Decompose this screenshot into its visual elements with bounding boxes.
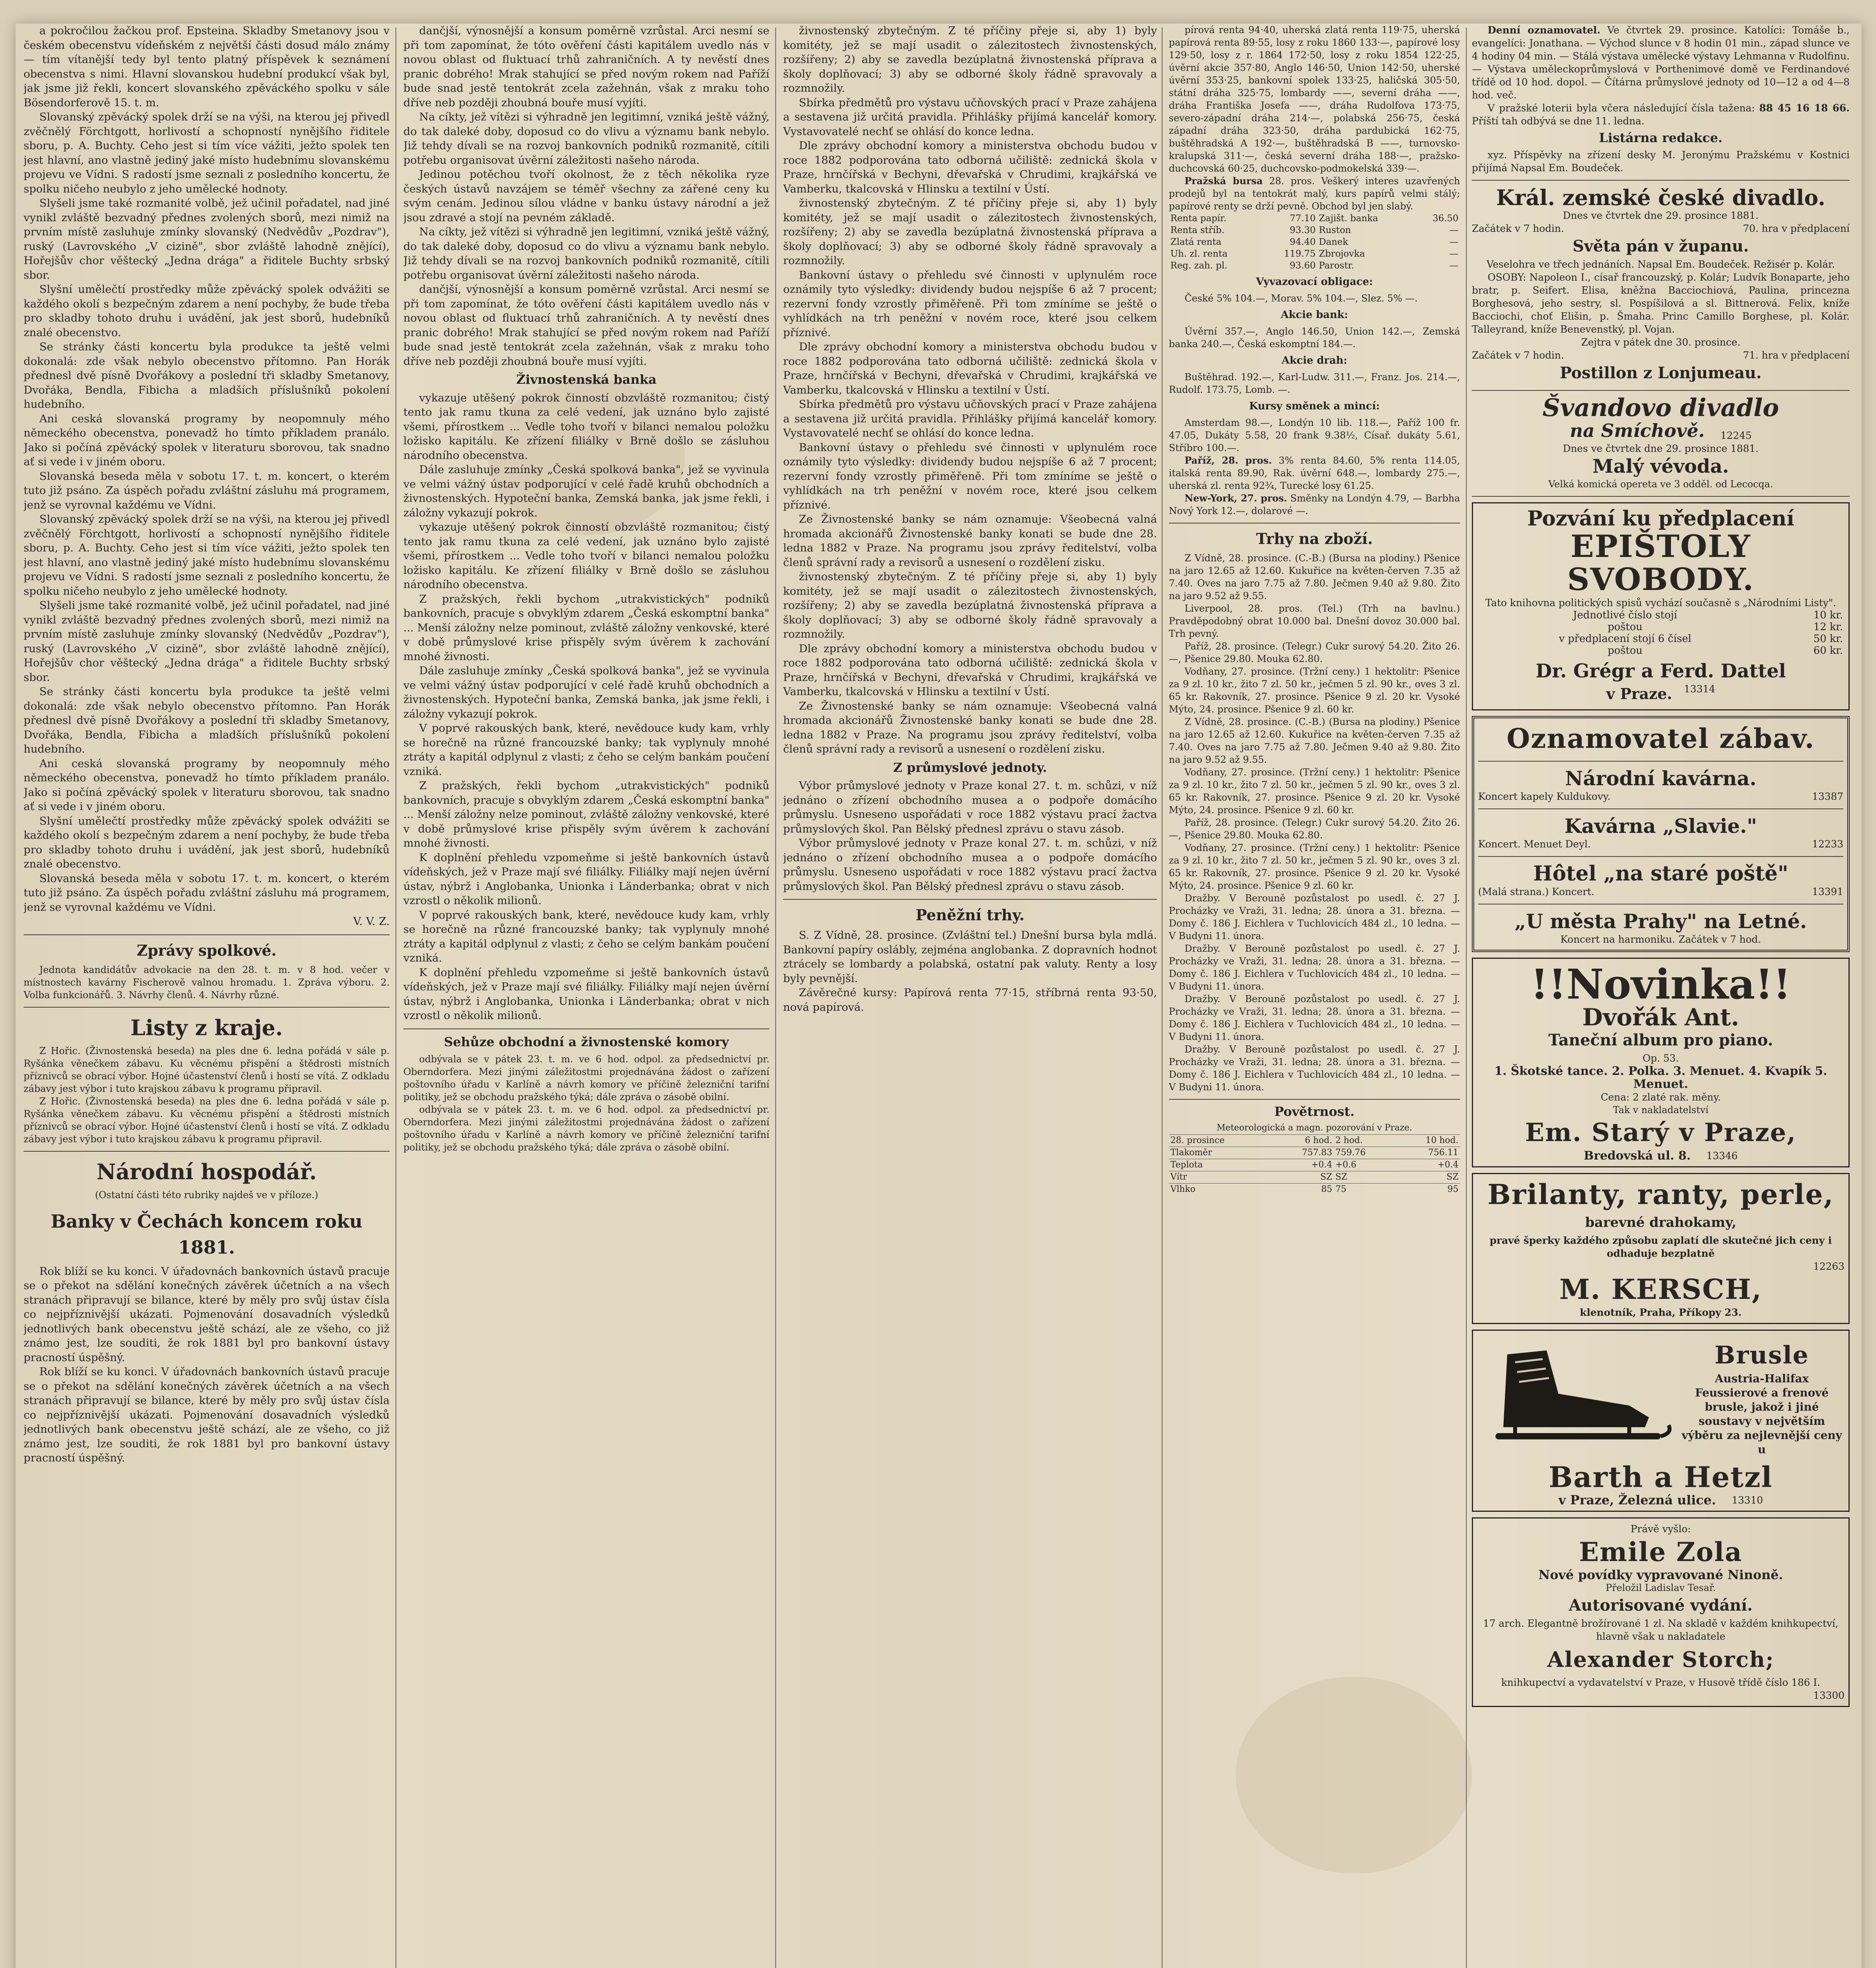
play-title: Světa pán v županu. bbox=[1573, 237, 1749, 255]
zabavy-ad bbox=[1472, 716, 1850, 952]
table-cell: SZ bbox=[1273, 1171, 1334, 1184]
table-cell: 759.76 bbox=[1334, 1147, 1394, 1159]
divider bbox=[1478, 808, 1843, 809]
table-cell: 60 kr. bbox=[1813, 645, 1843, 657]
article-text: Sbírka předmětů pro výstavu učňovských prací v Praze zahájena a sestavena již určitá pravidla. Přihlášky přijímá kancelář komory. Vystavovatelé nechť se ohlásí do konce ledna. bbox=[783, 96, 1157, 138]
venue-title: Hôtel „na staré poště" bbox=[1533, 862, 1789, 886]
ad-sub: Autorisované vydání. bbox=[1569, 1596, 1753, 1615]
weather-table bbox=[1169, 1134, 1460, 1195]
venue-title: Národní kavárna. bbox=[1565, 767, 1757, 790]
table-cell: Jednotlivé číslo stojí bbox=[1573, 609, 1677, 621]
table-cell: 12 kr. bbox=[1813, 621, 1843, 633]
table-cell: SZ bbox=[1334, 1171, 1394, 1184]
table-cell: Teplota bbox=[1169, 1159, 1273, 1171]
table-cell: 50 kr. bbox=[1813, 633, 1843, 645]
section-heading: Listárna redakce. bbox=[1599, 130, 1723, 145]
article-text: Rok blíží se ku konci. V úřadovnách bankovních ústavů pracuje se o překot na sdělání konečných závěrek účetních a na všech stranách připravují se bilance, které by měly pro svůj ústav čísla co nejpříznivější ukázati. Pojmenování dosavadních výsledků jednotlivých bank obecenstvu ještě schází, ale ze všeho, co již známo jest, lze souditi, že rok 1881 byl pro bankovní ústavy pracností úspěšný. bbox=[24, 1365, 390, 1464]
article-text: Z Hořic. (Živnostenská beseda) na ples dne 6. ledna pořádá v sále p. Ryšánka věnečkem zábavu. Ku věcnému přispění a štědrosti místních příznivců se obrací výbor. Hojné účastenství členů i hostí se vítá. Z odkladu zábavy jest výbor i tuto krajskou zábavu k programu připravil. bbox=[24, 1095, 390, 1145]
article-text: a pokročilou žačkou prof. Epsteina. Skladby Smetanovy jsou v českém obecenstvu vídeňském z největší části dosud málo známy — tím vítanější tedy byl tento platný příspěvek k seznámení obecenstva s nimi. Hlavní slovanskou hudební produkcí však byl, jak jsme již řekli, koncert slovanského zpěváckého spolku v sále Bösendorferově 15. t. m. bbox=[24, 24, 390, 109]
theater-note: 70. hra v předplacení bbox=[1743, 223, 1850, 234]
table-cell: 77.10 bbox=[1290, 213, 1316, 224]
section-heading: Zprávy spolkové. bbox=[137, 941, 277, 959]
ad-number: 13346 bbox=[1706, 1150, 1738, 1162]
ad-title: Brilanty, ranty, perle, bbox=[1487, 1178, 1834, 1211]
ad-sub: Bredovská ul. 8. bbox=[1584, 1149, 1691, 1163]
article-text: Na cíkty, jež vítězi si výhradně jen legitimní, vzniká ještě vážný, do tak daleké doby, doposud co do vlivu a významu bank nebylo. Již tehdy dívali se na rozvoj bankovních podniků rozmanitě, cítili potřebu organisovat úvěrní záležitosti našeho národa. bbox=[403, 111, 769, 166]
section-heading: Z průmyslové jednoty. bbox=[893, 760, 1047, 775]
table-cell: v předplacení stojí 6 čísel bbox=[1559, 633, 1691, 645]
table-cell: Renta papír. bbox=[1170, 213, 1227, 224]
ad-title: Barth a Hetzl bbox=[1549, 1460, 1773, 1494]
table-cell: — bbox=[1449, 249, 1458, 259]
ad-title: Dr. Grégr a Ferd. Dattel bbox=[1535, 660, 1786, 682]
table-cell: 94.40 bbox=[1290, 237, 1316, 247]
section-heading: Peněžní trhy. bbox=[915, 906, 1025, 924]
ad-number: 12263 bbox=[1813, 1261, 1845, 1272]
kersch-ad bbox=[1472, 1173, 1850, 1324]
article-text: Slovanský zpěvácký spolek drží se na výši, na kterou jej přivedl zvěčnělý Förchtgott, horlivostí a schopností nynějšího řiditele sboru, p. A. Buchty. Ceho jest si tím více vážiti, ježto spolek ten jest hlavní, ano vlastně jediný jaké místo hudebnímu slovanskému projevu ve Vídni. S radostí jsme seznali z posledního koncertu, že spolku ničeho neubylo z jeho umělecké hodnoty. bbox=[24, 513, 390, 597]
table-cell: Danek bbox=[1319, 237, 1348, 247]
column-1 bbox=[24, 24, 390, 1968]
table-row bbox=[1169, 1147, 1460, 1159]
article-text: dančjší, výnosnější a konsum poměrně vzrůstal. Arci nesmí se při tom zapomínat, že tóto ověření části kapitálem uvedlo nás v novou oblast od fluktuací trhů zahraničních. A ty nevěstí dnes pranic dobrého! Mrak stahující se před novým rokem nad Paříží bude snad jestě tentokrát zcela zažehnán, však z mraku toho dříve neb později zhoubná bouře musí vyjíti. bbox=[403, 283, 769, 368]
signature: V. V. Z. bbox=[353, 915, 390, 928]
play-sub: Veselohra ve třech jednáních. Napsal Em. Boudeček. Režisér p. Kolár. bbox=[1486, 259, 1835, 270]
article-text: S. Z Vídně, 28. prosince. (Zvláštní tel.) Dnešní bursa byla mdlá. Bankovní papíry oslábly, zejména anglobanka. Z dopravních hodnot ztrácely se lombardy a polabská, ostatní pak valuty. Renty a losy byly pevnější. bbox=[783, 929, 1157, 985]
divider bbox=[24, 934, 390, 935]
divider bbox=[1478, 856, 1843, 857]
article-text: Z pražských, řekli bychom „utrakvistických" podniků bankovních, pracuje s obvyklým zdarem „Česká eskomptní banka" ... Menší záložny nelze pominout, zvláště záložny venkovské, které v době průmyslové krise přispěly svým úvěrem k zachování mnohé živnosti. bbox=[403, 779, 769, 849]
table-cell: 756.11 bbox=[1395, 1147, 1460, 1159]
table-cell: Reg. zah. pl. bbox=[1170, 261, 1227, 271]
article-text: Slyšeli jsme také rozmanité volbě, jež učinil pořadatel, nad jiné vynikl zvláště bezvadný přednes zvolených sborů, mezi nimiž na prvním místě zasluhuje zmínky slovanský (Nedvědův „Pozdrav"), ruský (Lavrovského „V cizině", sbor zvláště lahodně znějící), Hořejšův chor věštecký „Jedna drága" a řiditele Buchty srbský sbor. bbox=[24, 599, 390, 684]
article-text: Slovanská beseda měla v sobotu 17. t. m. koncert, o kterém tuto již psáno. Za úspěch pořadu zvláštní zásluhu má programem, jenž se vyrovnal každému ve Vídni. bbox=[24, 470, 390, 511]
article-text: Ze Živnostenské banky se nám oznamuje: Všeobecná valná hromada akcionářů Živnostenské banky konati se bude dne 28. ledna 1882 v Praze. Na programu jsou zprávy ředitelství, volba členů správní rady a revisorů a usnesení o rozdělení zisku. bbox=[783, 513, 1157, 569]
zola-ad bbox=[1472, 1517, 1850, 1707]
table-cell: 28. prosince bbox=[1169, 1135, 1273, 1147]
table-cell: 6 hod. bbox=[1273, 1135, 1334, 1147]
notice-text: Příští tah odbývá se dne 11. ledna. bbox=[1472, 115, 1645, 127]
section-heading: Listy z kraje. bbox=[130, 1015, 283, 1040]
market-heading: Paříž, 28. pros. bbox=[1185, 455, 1272, 466]
table-cell: 757.83 bbox=[1273, 1147, 1334, 1159]
ad-sub: barevné drahokamy, bbox=[1585, 1215, 1737, 1230]
ad-text: 17 arch. Elegantně brožírované 1 zl. Na skladě v každém knihkupectví, hlavně však u nakladatele bbox=[1483, 1618, 1839, 1642]
market-heading: New-York, 27. pros. bbox=[1185, 492, 1287, 504]
article-text: Slovanský zpěvácký spolek drží se na výši, na kterou jej přivedl zvěčnělý Förchtgott, horlivostí a schopností nynějšího řiditele sboru, p. A. Buchty. Ceho jest si tím více vážiti, ježto spolek ten jest hlavní, ano vlastně jediný jaké místo hudebnímu slovanskému projevu ve Vídni. S radostí jsme seznali z posledního koncertu, že spolku ničeho neubylo z jeho umělecké hodnoty. bbox=[24, 111, 390, 195]
table-cell: 75 bbox=[1334, 1184, 1394, 1196]
article-text: K doplnění přehledu vzpomeňme si ještě bankovních ústavů vídeňských, jež v Praze mají své filiálky. Filiálky mají nejen úvěrní ústav, nýbrž i Anglobanka, Unionka i Länderbanka; obrat v nich vzrostl o několik milionů. bbox=[403, 966, 769, 1022]
market-text: Buštěhrad. 192.—, Karl-Ludw. 311.—, Franz. Jos. 214.—, Rudolf. 173.75, Lomb. —. bbox=[1169, 372, 1460, 395]
table-cell: 2 hod. bbox=[1334, 1135, 1394, 1147]
article-text: vykazuje utěšený pokrok činností obzvláště rozmanitou; čistý tento jak ramu tkuna za celé vedení, jak uznáno bylo zajisté všemi, přírostkem ... Vedle toho tvoří v bilanci nemalou položku ložisko kapitálu. Ke zřízení filiálky v Brně došlo se zásluhou národního obecenstva. bbox=[403, 391, 769, 462]
market-text: Z Vídně, 28. prosince. (C.-B.) (Bursa na plodiny.) Pšenice na jaro 12.65 až 12.60. Kukuřice na květen-červen 7.35 až 7.40. Oves na jaro 7.75 až 7.80. Ječmen 9.40 až 9.80. Žito na jaro 9.52 až 9.55. bbox=[1169, 716, 1460, 765]
divider bbox=[1472, 180, 1850, 181]
ad-title: M. KERSCH, bbox=[1559, 1273, 1762, 1306]
table-cell: Zlatá renta bbox=[1170, 237, 1222, 247]
table-cell: 95 bbox=[1395, 1184, 1460, 1196]
market-text: Dražby. V Berouně pozůstalost po usedl. č. 27 J. Procházky ve Vraži, 31. ledna; 28. února a 31. března. — Domy č. 186 J. Eichlera v Tuchlovicích 484 zl., 10 ledna. — V Budyni 11. února. bbox=[1169, 893, 1460, 941]
column-rule bbox=[775, 28, 776, 1968]
ad-title: Oznamovatel zábav. bbox=[1506, 723, 1815, 755]
table-cell: Vítr bbox=[1169, 1171, 1273, 1184]
table-row bbox=[1477, 609, 1845, 621]
section-subheading: (Ostatní části této rubriky najdeš ve v příloze.) bbox=[95, 1189, 318, 1200]
article-text: Na cíkty, jež vítězi si výhradně jen legitimní, vzniká ještě vážný, do tak daleké doby, doposud co do vlivu a významu bank nebylo. Již tehdy dívali se na rozvoj bankovních podniků rozmanitě, cítili potřebu organisovat úvěrní záležitosti našeho národa. bbox=[403, 226, 769, 281]
article-text: Z pražských, řekli bychom „utrakvistických" podniků bankovních, pracuje s obvyklým zdarem „Česká eskomptní banka" ... Menší záložny nelze pominout, zvláště záložny venkovské, které v době průmyslové krise přispěly svým úvěrem k zachování mnohé živnosti. bbox=[403, 592, 769, 663]
article-text: Se stránky části koncertu byla produkce ta ještě velmi dokonalá: zde však nebylo obecenstvo přítomno. Pan Horák přednesl dvě písně Dvořákovy a poslední tři skladby Smetanovy, Dvořáka, Bendla, Fibicha a mladších příslušníků pokolení hudebního. bbox=[24, 340, 390, 411]
table-cell: Tlakoměr bbox=[1169, 1147, 1273, 1159]
divider bbox=[403, 1028, 769, 1029]
article-text: Bankovní ústavy o přehledu své činnosti v uplynulém roce oznámily tyto výsledky: dividendy budou nejspíše 6 až 7 procent; rezervní fondy vzrostly přiměřeně. Při tom zmíníme se ještě o vyhlídkách na trh peněžní v novém roce, které jsou celkem příznivé. bbox=[783, 441, 1157, 511]
table-cell: 119.75 bbox=[1284, 249, 1316, 259]
article-text: Slyšní umělečtí prostředky může zpěvácký spolek odvážiti se každého okolí s bezpečným zdarem a není pochyby, že bude třeba pro skladby tohoto druhu i uvádění, jak jest sborů, hudebníků znalé obecenstvo. bbox=[24, 814, 390, 870]
ad-text: Austria-Halifax Feussierové a frenové brusle, jakož i jiné soustavy v největším výběru za nejlevnější ceny u bbox=[1682, 1372, 1842, 1456]
table-row bbox=[1169, 1171, 1460, 1184]
table-cell: Zbrojovka bbox=[1319, 249, 1365, 259]
table-cell: Vlhko bbox=[1169, 1184, 1273, 1196]
table-cell: +0.4 bbox=[1395, 1159, 1460, 1171]
table-cell: 10 kr. bbox=[1813, 609, 1843, 621]
column-3 bbox=[783, 24, 1157, 1968]
play-sub: Velká komická opereta ve 3 odděl. od Lecocqa. bbox=[1548, 479, 1773, 490]
market-text: Dražby. V Berouně pozůstalost po usedl. č. 27 J. Procházky ve Vraži, 31. ledna; 28. února a 31. března. — Domy č. 186 J. Eichlera v Tuchlovicích 484 zl., 10 ledna. — V Budyni 11. února. bbox=[1169, 993, 1460, 1042]
ad-number: 13391 bbox=[1812, 886, 1843, 897]
table-cell: SZ bbox=[1395, 1171, 1460, 1184]
ad-title: !!Novinka!! bbox=[1530, 960, 1791, 1008]
ad-text: 1. Škotské tance. 2. Polka. 3. Menuet. 4. Kvapík 5. Menuet. bbox=[1494, 1064, 1827, 1091]
article-text: vykazuje utěšený pokrok činností obzvláště rozmanitou; čistý tento jak ramu tkuna za celé vedení, jak uznáno bylo zajisté všemi, přírostkem ... Vedle toho tvoří v bilanci nemalou položku ložisko kapitálu. Ke zřízení filiálky v Brně došlo se zásluhou národního obecenstva. bbox=[403, 521, 769, 591]
notice-text: V pražské loterii byla včera následující čísla tažena: bbox=[1488, 102, 1755, 114]
market-text: Dražby. V Berouně pozůstalost po usedl. č. 27 J. Procházky ve Vraži, 31. ledna; 28. února a 31. března. — Domy č. 186 J. Eichlera v Tuchlovicích 484 zl., 10 ledna. — V Budyni 11. února. bbox=[1169, 943, 1460, 992]
section-heading: Akcie bank: bbox=[1281, 309, 1348, 321]
theater-begin: Začátek v 7 hodin. bbox=[1472, 350, 1564, 361]
venue-sub: Koncert. Menuet Deyl. bbox=[1478, 838, 1591, 850]
table-row bbox=[1169, 224, 1460, 236]
article-text: živnostenský zbytečným. Z té příčiny přeje si, aby 1) byly komitéty, jež se mají usadit o zálezitostech živnostenských, rozšířeny; 2) aby se zavedla bezúplatná živnostenská příprava a školy doplňovací; 3) aby se odborné školy řádně spravovaly a rozmnožily. bbox=[783, 24, 1157, 94]
divider bbox=[1478, 761, 1843, 762]
theater-sub: na Smíchově. bbox=[1569, 420, 1705, 441]
article-text: Rok blíží se ku konci. V úřadovnách bankovních ústavů pracuje se o překot na sdělání konečných závěrek účetních a na všech stranách připravují se bilance, které by měly pro svůj ústav čísla co nejpříznivější ukázati. Pojmenování dosavadních výsledků jednotlivých bank obecenstvu ještě schází, ale ze všeho, co již známo jest, lze souditi, že rok 1881 byl pro bankovní ústavy pracností úspěšný. bbox=[24, 1265, 390, 1364]
section-heading: Vyvazovací obligace: bbox=[1256, 276, 1373, 288]
ad-number: 13300 bbox=[1813, 1690, 1845, 1701]
divider bbox=[1472, 496, 1850, 497]
table-cell: poštou bbox=[1608, 645, 1643, 657]
table-row bbox=[1477, 633, 1845, 645]
article-text: Dle zprávy obchodní komory a ministerstva obchodu budou v roce 1882 podporována tato odborná učiliště: zednická škola v Praze, hrnčířská v Bechyni, dřevařská v Chrudimi, krajkářská ve Vamberku, tkalcovská v Hlinsku a textilní v Ústí. bbox=[783, 642, 1157, 698]
divider bbox=[1472, 390, 1850, 391]
lottery-numbers: 88 45 16 18 66. bbox=[1759, 102, 1850, 114]
article-text: odbývala se v pátek 23. t. m. ve 6 hod. odpol. za předsednictví pr. Oberndorfera. Mezi jinými záležitostmi projednávána žádost o zařízení poštovního úřadu v Karlíně a návrh komory ve příčině železniční tarifní politiky, jež se obchodu pražského týká; dále zpráva o zásobě obilní. bbox=[403, 1104, 769, 1153]
ad-title: Dvořák Ant. bbox=[1582, 1004, 1739, 1031]
article-text: Ze Živnostenské banky se nám oznamuje: Všeobecná valná hromada akcionářů Živnostenské banky konati se bude dne 28. ledna 1882 v Praze. Na programu jsou zprávy ředitelství, volba členů správní rady a revisorů a usnesení o rozdělení zisku. bbox=[783, 699, 1157, 755]
column-4 bbox=[1169, 24, 1460, 1968]
article-text: Slovanská beseda měla v sobotu 17. t. m. koncert, o kterém tuto již psáno. Za úspěch pořadu zvláštní zásluhu má programem, jenž se vyrovnal každému ve Vídni. bbox=[24, 872, 390, 914]
section-heading: Akcie drah: bbox=[1281, 355, 1347, 366]
table-row bbox=[1169, 1184, 1460, 1196]
market-text: Paříž, 28. prosince. (Telegr.) Cukr surový 54.20. Žito 26.—, Pšenice 29.80. Mouka 62.80. bbox=[1169, 817, 1460, 841]
venue-sub: Koncert na harmoniku. Začátek v 7 hod. bbox=[1560, 934, 1761, 945]
ad-number: 13310 bbox=[1732, 1494, 1763, 1506]
ad-sub: v Praze, Železná ulice. bbox=[1558, 1493, 1716, 1507]
article-text: V poprvé rakouských bank, které, nevědouce kudy kam, vrhly se horečně na různé francouzské banky; tak vyplynuly mnohé ztráty a kapitál odplynul z vlasti; z čeho se celým bankám poučení vzniká. bbox=[403, 908, 769, 964]
ad-number: 13387 bbox=[1812, 791, 1843, 802]
epistoly-ad bbox=[1472, 502, 1850, 710]
table-row bbox=[1169, 1135, 1460, 1147]
article-text: Výbor průmyslové jednoty v Praze konal 27. t. m. schůzi, v níž jednáno o zřízení obchodního musea a o podpoře domácího průmyslu. Usneseno uspořádati v roce 1882 výstavu prací žactva průmyslových škol. Pan Bělský přednesl zprávu o stavu zásob. bbox=[783, 837, 1157, 893]
article-title: Banky v Čechách koncem roku 1881. bbox=[50, 1210, 363, 1258]
article-text: Bankovní ústavy o přehledu své činnosti v uplynulém roce oznámily tyto výsledky: dividendy budou nejspíše 6 až 7 procent; rezervní fondy vzrostly přiměřeně. Při tom zmíníme se ještě o vyhlídkách na trh peněžní v novém roce, které jsou celkem příznivé. bbox=[783, 268, 1157, 339]
theater-date: Dnes ve čtvrtek dne 29. prosince 1881. bbox=[1563, 443, 1759, 454]
market-text: 3% renta 84.60, 5% renta 114.05, italská renta 89.90, Rak. úvěrní 648.—, lombardy 275.—, uherská zl. renta 92¾, Turecké losy 61.25. bbox=[1169, 455, 1460, 491]
theater-date: Dnes ve čtvrtek dne 29. prosince 1881. bbox=[1563, 210, 1759, 221]
article-text: živnostenský zbytečným. Z té příčiny přeje si, aby 1) byly komitéty, jež se mají usadit o zálezitostech živnostenských, rozšířeny; 2) aby se zavedla bezúplatná živnostenská příprava a školy doplňovací; 3) aby se odborné školy řádně spravovaly a rozmnožily. bbox=[783, 197, 1157, 267]
divider bbox=[1169, 1099, 1460, 1100]
brusle-ad bbox=[1472, 1330, 1850, 1512]
article-text: Dle zprávy obchodní komory a ministerstva obchodu budou v roce 1882 podporována tato odborná učiliště: zednická škola v Praze, hrnčířská v Bechyni, dřevařská v Chrudimi, krajkářská ve Vamberku, tkalcovská v Hlinsku a textilní v Ústí. bbox=[783, 139, 1157, 195]
article-text: Dále zasluhuje zmínky „Česká spolková banka", jež se vyvinula ve velmi vážný ústav podporující v celé řadě kruhů obchodních a živnostenských. Hypoteční banka, Zemská banka, jak jsme řekli, i záložny vykazují pokrok. bbox=[403, 463, 769, 519]
article-text: Ani ceská slovanská programy by neopomnuly mého německého obecenstva, ponevadž ho tímto příkladem pranálo. Jako si počíná zpěvácký spolek v literaturu sborovou, tak snadno ať si vede i v jiném oboru. bbox=[24, 412, 390, 468]
newspaper-page bbox=[16, 24, 1861, 1968]
ice-skate-icon bbox=[1480, 1339, 1676, 1457]
ad-text: Op. 53. bbox=[1642, 1052, 1679, 1064]
market-text: Z Vídně, 28. prosince. (C.-B.) (Bursa na plodiny.) Pšenice na jaro 12.65 až 12.60. Kukuřice na květen-červen 7.35 až 7.40. Oves na jaro 7.75 až 7.80. Ječmen 9.40 až 9.80. Žito na jaro 9.52 až 9.55. bbox=[1169, 553, 1460, 601]
market-text: Amsterdam 98.—, Londýn 10 lib. 118.—, Paříž 100 fr. 47.05, Dukáty 5.58, 20 frank 9.38½, Císař. dukáty 5.61, Stříbro 100.—. bbox=[1169, 417, 1460, 453]
play-title: Malý vévoda. bbox=[1592, 455, 1729, 477]
column-2 bbox=[403, 24, 769, 1968]
market-text: Vodňany, 27. prosince. (Tržní ceny.) 1 hektolitr: Pšenice za 9 zl. 10 kr., žito 7 zl. 50 kr., ječmen 5 zl. 90 kr., oves 3 zl. 65 kr. Rakovník, 27. prosince. Pšenice 9 zl. 20 kr. Vysoké Mýto, 24. prosince. Pšenice 9 zl. 60 kr. bbox=[1169, 666, 1460, 715]
market-text: Směnky na Londýn 4.79, — Barbha Nový York 12.—, dolarové —. bbox=[1169, 493, 1460, 516]
ad-title: Emile Zola bbox=[1579, 1537, 1743, 1567]
market-text: Dražby. V Berouně pozůstalost po usedl. č. 27 J. Procházky ve Vraži, 31. ledna; 28. února a 31. března. — Domy č. 186 J. Eichlera v Tuchlovicích 484 zl., 10 ledna. — V Budyni 11. února. bbox=[1169, 1044, 1460, 1093]
column-rule bbox=[1162, 28, 1163, 1968]
market-date: 28. pros. bbox=[1269, 176, 1315, 187]
market-text: Vodňany, 27. prosince. (Tržní ceny.) 1 hektolitr: Pšenice za 9 zl. 10 kr., žito 7 zl. 50 kr., ječmen 5 zl. 90 kr., oves 3 zl. 65 kr. Rakovník, 27. prosince. Pšenice 9 zl. 20 kr. Vysoké Mýto, 24. prosince. Pšenice 9 zl. 60 kr. bbox=[1169, 842, 1460, 891]
column-rule bbox=[1466, 28, 1467, 1968]
table-cell: — bbox=[1449, 261, 1458, 271]
venue-title: Kavárna „Slavie." bbox=[1564, 814, 1757, 838]
market-text: Úvěrní 357.—, Anglo 146.50, Union 142.—, Zemská banka 240.—, Česká eskomptní 184.—. bbox=[1169, 326, 1460, 350]
table-cell: +0.6 bbox=[1334, 1159, 1394, 1171]
table-cell: — bbox=[1449, 225, 1458, 235]
section-subheading: Meteorologická a magn. pozorování v Praze. bbox=[1216, 1123, 1412, 1133]
market-text: Vodňany, 27. prosince. (Tržní ceny.) 1 hektolitr: Pšenice za 9 zl. 10 kr., žito 7 zl. 50 kr., ječmen 5 zl. 90 kr., oves 3 zl. 65 kr. Rakovník, 27. prosince. Pšenice 9 zl. 20 kr. Vysoké Mýto, 24. prosince. Pšenice 9 zl. 60 kr. bbox=[1169, 767, 1460, 816]
table-cell: 93.30 bbox=[1290, 225, 1316, 235]
article-text: K doplnění přehledu vzpomeňme si ještě bankovních ústavů vídeňských, jež v Praze mají své filiálky. Filiálky mají nejen úvěrní ústav, nýbrž i Anglobanka, Unionka i Länderbanka; obrat v nich vzrostl o několik milionů. bbox=[403, 851, 769, 907]
ad-title: Brusle bbox=[1714, 1341, 1809, 1369]
section-heading: Denní oznamovatel. bbox=[1488, 24, 1601, 36]
play-title: Postillon z Lonjumeau. bbox=[1560, 364, 1762, 382]
venue-title: „U města Prahy" na Letné. bbox=[1514, 910, 1807, 933]
notice-text: xyz. Příspěvky na zřízení desky M. Jeronýmu Pražskému v Kostnici přijímá Napsal Em. Boudeček. bbox=[1472, 149, 1850, 174]
theater-begin: Začátek v 7 hodin. bbox=[1472, 223, 1564, 234]
market-text: Liverpool, 28. pros. (Tel.) (Trh na bavlnu.) Pravděpodobný obrat 10.000 bal. Dnešní dovoz 30.000 bal. Trh pevný. bbox=[1169, 603, 1460, 639]
market-text: Paříž, 28. prosince. (Telegr.) Cukr surový 54.20. Žito 26.—, Pšenice 29.80. Mouka 62.80. bbox=[1169, 641, 1460, 664]
price-table bbox=[1477, 609, 1845, 657]
column-5 bbox=[1472, 24, 1850, 1968]
market-text: pírová renta 94·40, uherská zlatá renta 119·75, uherská papírová renta 89·55, losy z roku 1860 133·—, papírové losy 129·50, losy z r. 1864 172·50, losy z roku 1854 122·25, úvěrní akcie 357·80, Anglo 146·50, Union 142·50, uherské úvěrní 353·25, bankovní spolek 133·25, haličská 305·50, státní dráha 325·75, lombardy ——, severní dráha ——, dráha Františka Josefa ——, dráha Rudolfova 173·75, severo-západní dráha 214·—, polabská 256·75, česká západní dráha 323·50, dráha pardubická 162·75, buštěhradská A 192·—, buštěhradská B ——, turnovsko-kralupská 311·—, česká severní dráha 188·—, pražsko-duchcovská 60·25, duchcovsko-podmokelská 339·—. bbox=[1169, 24, 1460, 174]
rates-table bbox=[1169, 213, 1460, 272]
table-cell: Uh. zl. renta bbox=[1170, 249, 1228, 259]
ad-sub: Taneční album pro piano. bbox=[1548, 1031, 1773, 1049]
article-text: Se stránky části koncertu byla produkce ta ještě velmi dokonalá: zde však nebylo obecenstvo přítomno. Pan Horák přednesl dvě písně Dvořákovy a poslední tři skladby Smetanovy, Dvořáka, Bendla, Fibicha a mladších příslušníků pokolení hudebního. bbox=[24, 685, 390, 755]
article-text: Ani ceská slovanská programy by neopomnuly mého německého obecenstva, ponevadž ho tímto příkladem pranálo. Jako si počíná zpěvácký spolek v literaturu sborovou, tak snadno ať si vede i v jiném oboru. bbox=[24, 757, 390, 813]
table-cell: 10 hod. bbox=[1395, 1135, 1460, 1147]
ad-title: Em. Starý v Praze, bbox=[1525, 1118, 1797, 1147]
ad-text: Právě vyšlo: bbox=[1630, 1523, 1691, 1535]
article-text: Slyšní umělečtí prostředky může zpěvácký spolek odvážiti se každého okolí s bezpečným zdarem a není pochyby, že bude třeba pro skladby tohoto druhu i uvádění, jak jest sborů, hudebníků znalé obecenstvo. bbox=[24, 283, 390, 339]
table-cell: Renta stříb. bbox=[1170, 225, 1225, 235]
ad-sub: v Praze. bbox=[1606, 685, 1672, 703]
table-row bbox=[1169, 236, 1460, 248]
ad-text: pravé šperky každého způsobu zaplatí dle skutečné jich ceny i odhaduje bezplatně bbox=[1490, 1235, 1832, 1259]
divider bbox=[24, 1007, 390, 1008]
article-text: Z Hořic. (Živnostenská beseda) na ples dne 6. ledna pořádá v sále p. Ryšánka věnečkem zábavu. Ku věcnému přispění a štědrosti místních příznivců se obrací výbor. Hojné účastenství členů i hostí se vítá. Z odkladu zábavy jest výbor i tuto krajskou zábavu k programu připravil. bbox=[24, 1045, 390, 1094]
dvorak-ad bbox=[1472, 958, 1850, 1167]
market-text: Veškerý interes uzavřených prodejů byl na tentokrát malý, kurs papírů velmi stálý; papírové renty se drží pevně. Obchod byl jen slabý. bbox=[1169, 176, 1460, 212]
theater-note: 71. hra v předplacení bbox=[1743, 350, 1850, 361]
notice-text: Ve čtvrtek 29. prosince. Katolíci: Tomáše b., evangelíci: Jonathana. — Východ slunce v 8 hodin 01 min., západ slunce ve 4 hodiny 04 min. — Stálá výstava umělecké výstavy Lehmanna v Rudolfinu. — Výstava uměleckoprůmyslová v Porthenimové domě ve Ferdinandové třídě od 10 hod. dopol. — Čítárna průmyslové jednoty od 10—12 a od 4—8 hod. več. bbox=[1472, 24, 1850, 101]
section-heading: Povětrnost. bbox=[1274, 1104, 1355, 1119]
article-text: Slyšeli jsme také rozmanité volbě, jež učinil pořadatel, nad jiné vynikl zvláště bezvadný přednes zvolených sborů, mezi nimiž na prvním místě zasluhuje zmínky slovanský (Nedvědův „Pozdrav"), ruský (Lavrovského „V cizině", sbor zvláště lahodně znějící), Hořejšův chor věštecký „Jedna drága" a řiditele Buchty srbský sbor. bbox=[24, 197, 390, 281]
venue-sub: (Malá strana.) Koncert. bbox=[1478, 886, 1595, 897]
ad-number: 12233 bbox=[1812, 838, 1843, 850]
table-cell: Zajišt. banka bbox=[1319, 213, 1378, 224]
table-row bbox=[1477, 645, 1845, 657]
ad-number: 12245 bbox=[1720, 430, 1752, 441]
section-heading: Národní hospodář. bbox=[96, 1159, 317, 1184]
venue-sub: Koncert kapely Kuldukovy. bbox=[1478, 791, 1611, 802]
article-text: Závěrečné kursy: Papírová renta 77·15, stříbrná renta 93·50, nová papírová. bbox=[783, 986, 1157, 1014]
article-text: Sbírka předmětů pro výstavu učňovských prací v Praze zahájena a sestavena již určitá pravidla. Přihlášky přijímá kancelář komory. Vystavovatelé nechť se ohlásí do konce ledna. bbox=[783, 398, 1157, 439]
article-text: Jednota kandidátův advokacie na den 28. t. m. v 8 hod. večer v místnostech kavárny Fischerově valnou hromadu. 1. Zpráva výboru. 2. Volba funkcionářů. 3. Návrhy členů. 4. Návrhy různé. bbox=[24, 964, 390, 1001]
ad-price: Cena: 2 zlaté rak. měny. bbox=[1601, 1091, 1721, 1103]
table-cell: 36.50 bbox=[1432, 213, 1458, 224]
table-row bbox=[1169, 248, 1460, 260]
section-heading: Živnostenská banka bbox=[516, 372, 657, 387]
ad-title: Alexander Storch; bbox=[1547, 1647, 1774, 1672]
article-text: Dále zasluhuje zmínky „Česká spolková banka", jež se vyvinula ve velmi vážný ústav podporující v celé řadě kruhů obchodních a živnostenských. Hypoteční banka, Zemská banka, jak jsme řekli, i záložny vykazují pokrok. bbox=[403, 664, 769, 720]
article-text: Dle zprávy obchodní komory a ministerstva obchodu budou v roce 1882 podporována tato odborná učiliště: zednická škola v Praze, hrnčířská v Bechyni, dřevařská v Chrudimi, krajkářská ve Vamberku, tkalcovská v Hlinsku a textilní v Ústí. bbox=[783, 340, 1157, 396]
table-cell: Parostr. bbox=[1319, 261, 1354, 271]
ad-sub: klenotník, Praha, Příkopy 23. bbox=[1580, 1307, 1742, 1318]
ad-text: Tato knihovna politických spisů vychází současně s „Národními Listy". bbox=[1485, 597, 1836, 609]
table-row bbox=[1169, 1159, 1460, 1171]
article-text: Jedinou potěchou tvoří okolnost, že z těch několika ryze českých ústavů navzájem se téměř všechny za zářené ceny ku svým cenám. Jedinou sílou vládne v banku ústavy národní a jež jsou zdravé a stojí na pevném základě. bbox=[403, 168, 769, 224]
theater-title: Švandovo divadlo bbox=[1542, 393, 1779, 422]
ad-text: Přeložil Ladislav Tesař. bbox=[1606, 1582, 1716, 1593]
table-cell: — bbox=[1449, 237, 1458, 247]
market-heading: Pražská bursa bbox=[1185, 175, 1263, 187]
table-cell: 93.60 bbox=[1290, 261, 1316, 271]
divider bbox=[783, 899, 1157, 900]
ad-text: Tak v nakladatelství bbox=[1613, 1104, 1709, 1115]
market-text: České 5% 104.—, Morav. 5% 104.—, Slez. 5% —. bbox=[1185, 293, 1418, 304]
table-cell: 85 bbox=[1273, 1184, 1334, 1196]
section-heading: Sehůze obchodní a živnostenské komory bbox=[444, 1034, 729, 1049]
section-heading: Kursy směnek a mincí: bbox=[1249, 400, 1380, 412]
ad-title: EPIŠTOLY SVOBODY. bbox=[1567, 529, 1754, 597]
table-row bbox=[1169, 260, 1460, 272]
theater-title: Král. zemské české divadlo. bbox=[1496, 185, 1826, 210]
play-title: Zejtra v pátek dne 30. prosince. bbox=[1581, 337, 1741, 348]
ad-text: knihkupectví a vydavatelství v Praze, v Husově třídě číslo 186 I. bbox=[1501, 1677, 1821, 1688]
divider bbox=[24, 1151, 390, 1152]
article-text: V poprvé rakouských bank, které, nevědouce kudy kam, vrhly se horečně na různé francouzské banky; tak vyplynuly mnohé ztráty a kapitál odplynul z vlasti; z čeho se celým bankám poučení vzniká. bbox=[403, 722, 769, 778]
section-heading: Trhy na zboží. bbox=[1256, 530, 1373, 547]
table-cell: Ruston bbox=[1319, 225, 1351, 235]
ad-sub: Nové povídky vypravované Ninoně. bbox=[1538, 1567, 1783, 1582]
article-text: odbývala se v pátek 23. t. m. ve 6 hod. odpol. za předsednictví pr. Oberndorfera. Mezi jinými záležitostmi projednávána žádost o zařízení poštovního úřadu v Karlíně a návrh komory ve příčině železniční tarifní politiky, jež se obchodu pražského týká; dále zpráva o zásobě obilní. bbox=[403, 1054, 769, 1102]
ad-number: 13314 bbox=[1684, 683, 1715, 695]
article-text: živnostenský zbytečným. Z té příčiny přeje si, aby 1) byly komitéty, jež se mají usadit o zálezitostech živnostenských, rozšířeny; 2) aby se zavedla bezúplatná živnostenská příprava a školy doplňovací; 3) aby se odborné školy řádně spravovaly a rozmnožily. bbox=[783, 570, 1157, 640]
ad-heading: Pozvání ku předplacení bbox=[1527, 507, 1795, 531]
table-cell: poštou bbox=[1608, 621, 1643, 633]
table-row bbox=[1169, 213, 1460, 224]
table-cell: +0.4 bbox=[1273, 1159, 1334, 1171]
play-cast: OSOBY: Napoleon I., císař francouzský, p. Kolár; Ludvík Bonaparte, jeho bratr, p. Seifert. Elisa, kněžna Bacciochiová, Paulina, princezna Borghesová, jeho sestry, sl. Pospíšilová a sl. Bittnerová. Felix, kníže Bacciochi, choť Elišin, p. Šmaha. Princ Camillo Borghese, pl. Kolár. Talleyrand, kníže Benevenstký, pl. Vojan. bbox=[1472, 272, 1850, 335]
table-row bbox=[1477, 621, 1845, 633]
article-text: dančjší, výnosnější a konsum poměrně vzrůstal. Arci nesmí se při tom zapomínat, že tóto ověření části kapitálem uvedlo nás v novou oblast od fluktuací trhů zahraničních. A ty nevěstí dnes pranic dobrého! Mrak stahující se před novým rokem nad Paříží bude snad jestě tentokrát zcela zažehnán, však z mraku toho dříve neb později zhoubná bouře musí vyjíti. bbox=[403, 24, 769, 109]
article-text: Výbor průmyslové jednoty v Praze konal 27. t. m. schůzi, v níž jednáno o zřízení obchodního musea a o podpoře domácího průmyslu. Usneseno uspořádati v roce 1882 výstavu prací žactva průmyslových škol. Pan Bělský přednesl zprávu o stavu zásob. bbox=[783, 779, 1157, 835]
